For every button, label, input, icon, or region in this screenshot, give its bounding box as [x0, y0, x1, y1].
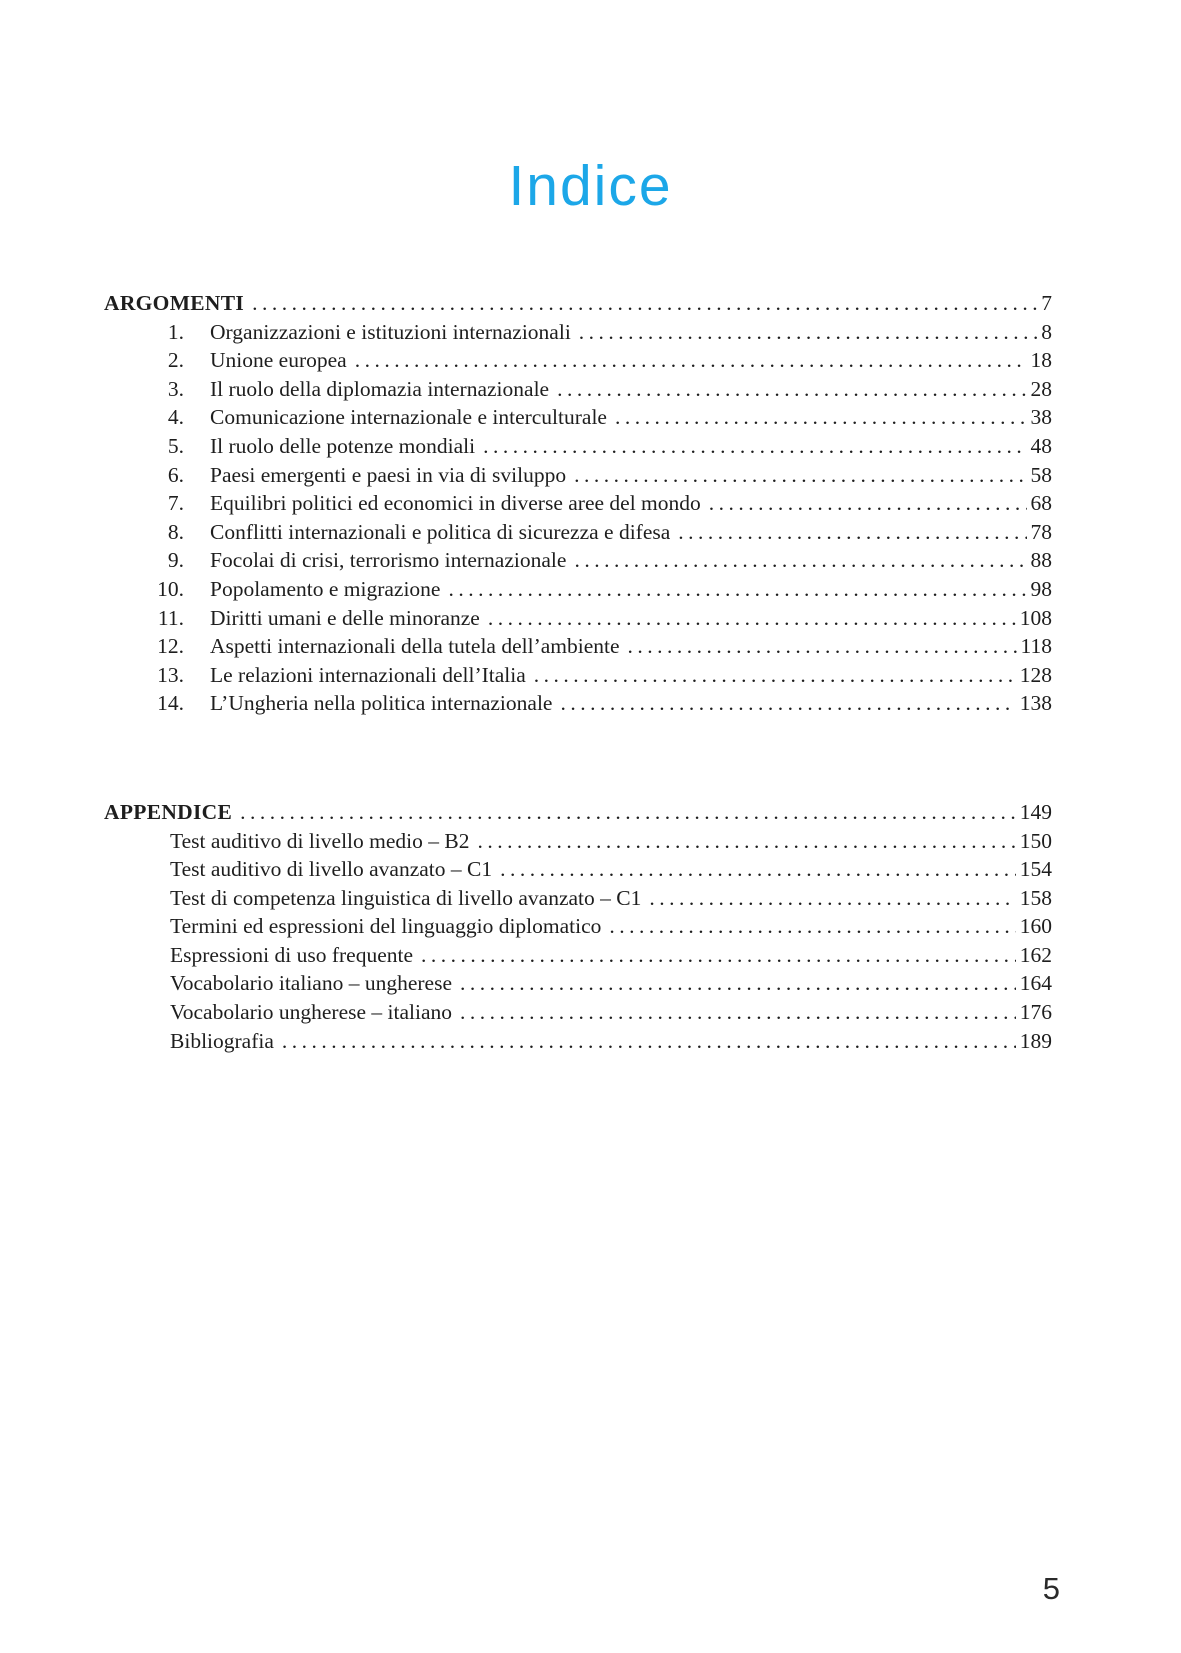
page-number: 48: [1030, 433, 1052, 458]
toc-entry: [104, 575, 1052, 604]
entry-number: 5.: [167, 433, 184, 458]
entry-label: Focolai di crisi, terrorismo internazionale: [210, 548, 567, 573]
dot-leader: [709, 489, 1027, 518]
toc-entry: [104, 375, 1052, 404]
page-number: 176: [1019, 1000, 1052, 1025]
section-heading: ARGOMENTI: [104, 291, 245, 315]
dot-leader: [609, 912, 1015, 941]
section-argomenti: [104, 289, 1052, 718]
folio-page-number: 5: [1042, 1571, 1060, 1606]
dot-leader: [557, 375, 1026, 404]
entry-label: L’Ungheria nella politica internazionale: [210, 691, 553, 716]
toc-entry: [104, 604, 1052, 633]
entry-label: Test auditivo di livello avanzato – C1: [170, 857, 493, 882]
dot-leader: [579, 318, 1037, 347]
toc-entry: [104, 632, 1052, 661]
page-number: 158: [1019, 885, 1052, 910]
entry-number: 11.: [157, 605, 184, 630]
page-number: 58: [1030, 462, 1052, 487]
toc-entry: [104, 912, 1052, 941]
entry-label: Paesi emergenti e paesi in via di sviluppo: [210, 462, 567, 487]
entry-label: Popolamento e migrazione: [210, 576, 441, 601]
entry-label: Vocabolario italiano – ungherese: [170, 971, 452, 996]
toc-entry: [104, 318, 1052, 347]
page-number: 108: [1019, 605, 1052, 630]
entry-number: 13.: [157, 662, 184, 687]
toc-entry: [104, 432, 1052, 461]
page-number: 128: [1019, 662, 1052, 687]
page-number: 160: [1019, 914, 1052, 939]
page-number: 28: [1030, 376, 1052, 401]
dot-leader: [460, 969, 1016, 998]
page-number: 7: [1041, 291, 1052, 315]
dot-leader: [649, 884, 1015, 913]
dot-leader: [534, 661, 1016, 690]
entry-label: Diritti umani e delle minoranze: [210, 605, 480, 630]
entry-label: Bibliografia: [170, 1028, 274, 1053]
page-number: 138: [1019, 691, 1052, 716]
entry-label: Unione europea: [210, 348, 347, 373]
entry-label: Comunicazione internazionale e interculturale: [210, 405, 607, 430]
page-number: 68: [1030, 491, 1052, 516]
toc-entry: [104, 855, 1052, 884]
dot-leader: [355, 346, 1027, 375]
page-number: 88: [1030, 548, 1052, 573]
toc-entry: [104, 661, 1052, 690]
toc-entry: [104, 884, 1052, 913]
page-title: Indice: [508, 154, 673, 218]
toc-entry: [104, 689, 1052, 718]
page-number: 150: [1019, 828, 1052, 853]
entry-number: 12.: [157, 634, 184, 659]
page-number: 164: [1019, 971, 1052, 996]
page-number: 149: [1019, 799, 1052, 824]
entry-label: Il ruolo delle potenze mondiali: [210, 433, 476, 458]
toc-entry: [104, 461, 1052, 490]
toc-entry: [104, 346, 1052, 375]
dot-leader: [488, 604, 1016, 633]
entry-number: 8.: [167, 519, 184, 544]
dot-leader: [628, 632, 1017, 661]
entry-label: Le relazioni internazionali dell’Italia: [210, 662, 526, 687]
dot-leader: [421, 941, 1016, 970]
dot-leader: [500, 855, 1016, 884]
entry-label: Vocabolario ungherese – italiano: [170, 1000, 452, 1025]
dot-leader: [448, 575, 1026, 604]
entry-label: Espressioni di uso frequente: [170, 942, 414, 967]
dot-leader: [615, 403, 1027, 432]
section-heading: APPENDICE: [104, 799, 233, 824]
dot-leader: [483, 432, 1026, 461]
section-appendice: [104, 798, 1052, 1055]
page-number: 78: [1030, 519, 1052, 544]
section-heading-row: [104, 289, 1052, 318]
page-number: 18: [1030, 348, 1052, 373]
entry-label: Test di competenza linguistica di livello avanzato – C1: [170, 885, 642, 910]
entry-number: 7.: [167, 491, 184, 516]
dot-leader: [574, 546, 1026, 575]
section-heading-row: [104, 798, 1052, 827]
entry-number: 10.: [157, 576, 184, 601]
entry-label: Conflitti internazionali e politica di sicurezza e difesa: [210, 519, 671, 544]
toc-entry: [104, 489, 1052, 518]
entry-number: 6.: [167, 462, 184, 487]
toc-entry: [104, 998, 1052, 1027]
page-number: 38: [1030, 405, 1052, 430]
entry-number: 9.: [167, 548, 184, 573]
page-number: 98: [1030, 576, 1052, 601]
entry-label: Equilibri politici ed economici in diverse aree del mondo: [210, 491, 701, 516]
entry-number: 2.: [167, 348, 184, 373]
toc-entry: [104, 1027, 1052, 1056]
entry-label: Termini ed espressioni del linguaggio diplomatico: [170, 914, 602, 939]
dot-leader: [282, 1027, 1016, 1056]
toc-entry: [104, 546, 1052, 575]
entry-label: Organizzazioni e istituzioni internazionali: [210, 319, 571, 344]
entry-number: 4.: [167, 405, 184, 430]
page-number: 154: [1019, 857, 1052, 882]
entry-number: 3.: [167, 376, 184, 401]
page-number: 189: [1019, 1028, 1052, 1053]
toc: [104, 289, 1052, 1055]
page-number: 8: [1041, 319, 1052, 344]
dot-leader: [240, 798, 1016, 827]
dot-leader: [477, 827, 1015, 856]
dot-leader: [252, 289, 1037, 318]
toc-entry: [104, 827, 1052, 856]
page-number: 162: [1019, 942, 1052, 967]
toc-entry: [104, 518, 1052, 547]
dot-leader: [460, 998, 1016, 1027]
toc-entry: [104, 969, 1052, 998]
dot-leader: [678, 518, 1026, 547]
page-number: 118: [1020, 634, 1052, 659]
toc-entry: [104, 403, 1052, 432]
toc-entry: [104, 941, 1052, 970]
entry-number: 14.: [157, 691, 184, 716]
entry-number: 1.: [167, 319, 184, 344]
entry-label: Test auditivo di livello medio – B2: [170, 828, 470, 853]
dot-leader: [560, 689, 1015, 718]
entry-label: Il ruolo della diplomazia internazionale: [210, 376, 550, 401]
dot-leader: [574, 461, 1026, 490]
entry-label: Aspetti internazionali della tutela dell’ambiente: [210, 634, 620, 659]
